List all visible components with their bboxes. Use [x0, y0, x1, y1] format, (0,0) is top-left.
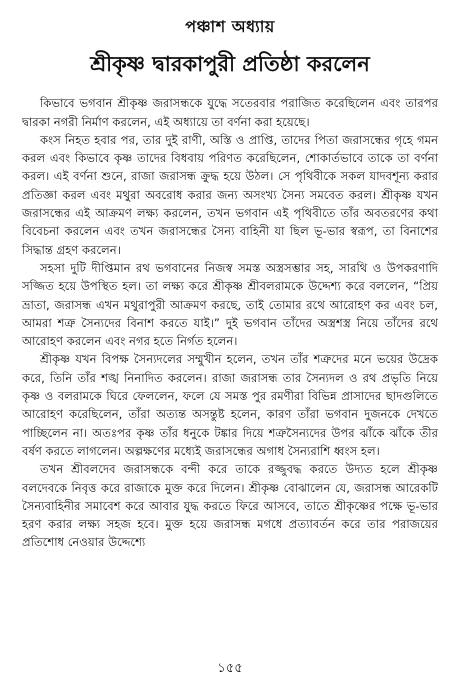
paragraph-chariots: সহসা দুটি দীপ্তিমান রথ ভগবানের নিজস্ব সমস্ত অস্ত্রসম্ভার সহ, সারথি ও উপকরণাদি সজ্জিত হয়ে উপস্থিত হল। তা লক্ষ্য করে শ্রীকৃষ্ণ শ্রীবলরামকে উদ্দেশ্য করে বললেন, “প্রিয় ভ্রাতা, জরাসন্ধ এখন মথুরাপুরী আক্রমণ করছে, তাই তোমার রথে আরোহণ কর এবং চল, আমরা শত্রু সৈন্যদের বিনাশ করতে যাই।” দুই ভগবান তাঁদের অস্ত্রশস্ত্র নিয়ে তাঁদের রথে আরোহণ করলেন এবং নগর হতে নির্গত হলেন। — [22, 260, 438, 349]
paragraph-kamsa: কংস নিহত হবার পর, তার দুই রাণী, অস্তি ও প্রাপ্তি, তাদের পিতা জরাসন্ধের গৃহে গমন করল এবং কিভাবে কৃষ্ণ তাদের বিধবায় পরিণত করেছিলেন, শোকার্তভাবে তাকে তা বর্ণনা করল। এই বর্ণনা শুনে, রাজা জরাসন্ধ ক্রুদ্ধ হয়ে উঠল। সে পৃথিবীকে সকল যাদবশূন্য করার প্রতিজ্ঞা করল এবং মথুরা অবরোধ করার জন্য অসংখ্য সৈন্য সমবেত করল। শ্রীকৃষ্ণ যখন জরাসন্ধের এই আক্রমণ লক্ষ্য করলেন, তখন ভগবান এই পৃথিবীতে তাঁর অবতরণের কথা বিবেচনা করলেন এবং তখন জরাসন্ধের সৈন্য বাহিনী যা ছিল ভূ-ভার স্বরূপ, তা বিনাশের সিদ্ধান্ত গ্রহণ করলেন। — [22, 132, 438, 257]
page-number: ১৫৫ — [217, 661, 243, 676]
paragraph-release: তখন শ্রীবলদেব জরাসন্ধকে বন্দী করে তাকে রজ্জুবদ্ধ করতে উদ্যত হলে শ্রীকৃষ্ণ বলদেবকে নিবৃত্ত করে রাজাকে মুক্ত করে দিলেন। শ্রীকৃষ্ণ বোঝালেন যে, জরাসন্ধ আরেকটি সৈন্যবাহিনীর সমাবেশ করে আবার যুদ্ধ করতে ফিরে আসবে, তাতে শ্রীকৃষ্ণের পক্ষে ভূ-ভার হরণ করার লক্ষ্য সহজ হবে। মুক্ত হয়ে জরাসন্ধ মগধে প্রত্যাবর্তন করে তার পরাজয়ের প্রতিশোধ নেওয়ার উদ্দেশ্যে — [22, 462, 438, 550]
paragraph-summary: কিভাবে ভগবান শ্রীকৃষ্ণ জরাসন্ধকে যুদ্ধে সতেরবার পরাজিত করেছিলেন এবং তারপর দ্বারকা নগরী নির্মাণ করলেন, এই অধ্যায়ে তা বর্ণনা করা হয়েছে। — [22, 96, 438, 129]
chapter-title: শ্রীকৃষ্ণ দ্বারকাপুরী প্রতিষ্ঠা করলেন — [90, 52, 370, 76]
paragraph-battle: শ্রীকৃষ্ণ যখন বিপক্ষ সৈন্যদলের সম্মুখীন হলেন, তখন তাঁর শত্রুদের মনে ভয়ের উদ্রেক করে, তিনি তাঁর শঙ্খ নিনাদিত করলেন। রাজা জরাসন্ধ তার সৈন্যদল ও রথ প্রভৃতি নিয়ে কৃষ্ণ ও বলরামকে ঘিরে ফেললেন, ফলে যে সমস্ত পুর রমণীরা বিভিন্ন প্রাসাদের ছাদগুলিতে আরোহণ করেছিলেন, তাঁরা অত্যন্ত অসন্তুষ্ট হলেন, কারণ তাঁরা ভগবান দুজনকে দেখতে পাচ্ছিলেন না। অতঃপর কৃষ্ণ তাঁর ধনুকে টঙ্কার দিয়ে শত্রুসৈন্যদের উপর ঝাঁকে ঝাঁকে তীর বর্ষণ করতে লাগলেন। অল্পক্ষণের মধ্যেই জরাসন্ধের অগাধ সৈন্যরাশি ধ্বংস হল। — [22, 352, 438, 458]
chapter-heading: পঞ্চাশ অধ্যায় — [185, 17, 275, 36]
